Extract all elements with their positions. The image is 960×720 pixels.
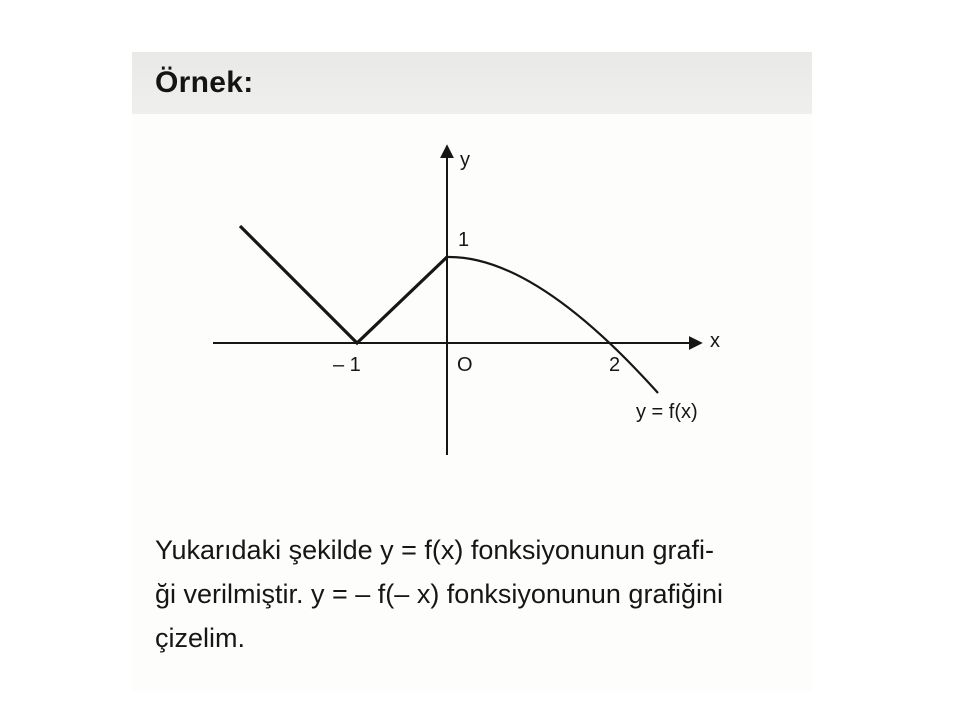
problem-text-line-2: ği verilmiştir. y = – f(– x) fonksiyonunun grafiğini [155, 579, 723, 609]
curve-equation-label: y = f(x) [636, 401, 698, 423]
function-curve-parabola-part [447, 257, 658, 393]
function-curve-linear-part [240, 226, 447, 343]
example-title: Örnek: [155, 66, 254, 99]
problem-text-line-1: Yukarıdaki şekilde y = f(x) fonksiyonunun grafi- [155, 535, 715, 565]
y-intercept-label: 1 [458, 229, 470, 251]
y-axis-label: y [460, 149, 470, 171]
problem-text [155, 528, 825, 660]
origin-label: O [457, 354, 473, 376]
x-tick-two-label: 2 [609, 354, 621, 376]
x-axis-label: x [710, 330, 720, 352]
problem-text-line-3: çizelim. [155, 623, 246, 653]
x-tick-minus-one-label: – 1 [333, 354, 361, 376]
